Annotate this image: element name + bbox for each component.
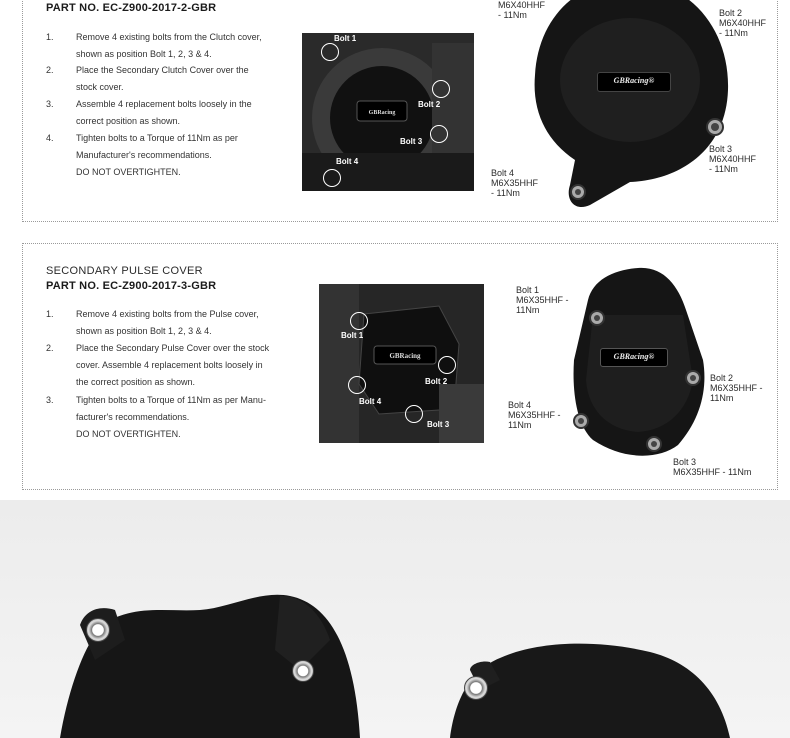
- photo-label-bolt-3: Bolt 3: [400, 137, 423, 146]
- bolt-1-marker: [321, 43, 339, 61]
- step-text: Place the Secondary Pulse Cover over the stock cover. Assemble 4 replacement bolts loosely in the correct position as shown.: [76, 343, 270, 387]
- svg-text:GBRacing: GBRacing: [368, 110, 396, 116]
- photo-label-bolt-1: Bolt 1: [334, 34, 357, 43]
- clutch-cover-render: [530, 0, 730, 212]
- pulse-callout-bolt-4: Bolt 4 M6X35HHF - 11Nm: [508, 400, 561, 430]
- step-number: 3.: [46, 395, 54, 405]
- pulse-callout-bolt-1: Bolt 1 M6X35HHF - 11Nm: [516, 285, 569, 315]
- photo-label-bolt-4: Bolt 4: [336, 157, 359, 166]
- pulse-callout-bolt-3: Bolt 3 M6X35HHF - 11Nm: [673, 457, 752, 477]
- pulse-engine-photo: [319, 284, 484, 443]
- clutch-step-4: [46, 130, 306, 182]
- pulse-callout-bolt-2: Bolt 2 M6X35HHF - 11Nm: [710, 373, 763, 403]
- pulse-step-2: [46, 340, 306, 392]
- pulse-section-title: SECONDARY PULSE COVER: [46, 265, 203, 277]
- pulse-part-number: PART NO. EC-Z900-2017-3-GBR: [46, 280, 217, 292]
- clutch-callout-bolt-1: M6X40HHF - 11Nm: [498, 0, 546, 20]
- step-text: Assemble 4 replacement bolts loosely in the correct position as shown.: [76, 99, 252, 126]
- bolt-2-marker: [432, 80, 450, 98]
- gbracing-logo: GBRacing®: [613, 352, 655, 361]
- photo-label-bolt-3: Bolt 3: [427, 420, 450, 429]
- step-number: 1.: [46, 32, 54, 42]
- bolt-3-marker: [430, 125, 448, 143]
- bolt-icon: [86, 618, 110, 642]
- clutch-cover-logo-plate: [597, 72, 671, 92]
- clutch-part-number: PART NO. EC-Z900-2017-2-GBR: [46, 2, 217, 14]
- clutch-callout-bolt-3: Bolt 3 M6X40HHF - 11Nm: [709, 144, 757, 174]
- clutch-callout-bolt-2: Bolt 2 M6X40HHF - 11Nm: [719, 8, 767, 38]
- pulse-step-3: [46, 392, 306, 444]
- clutch-step-2: [46, 62, 306, 96]
- photo-label-bolt-4: Bolt 4: [359, 397, 382, 406]
- bolt-4-marker: [323, 169, 341, 187]
- bolt-icon: [464, 676, 488, 700]
- step-number: 1.: [46, 309, 54, 319]
- step-number: 3.: [46, 99, 54, 109]
- bolt-4-marker: [348, 376, 366, 394]
- clutch-engine-photo: [302, 33, 474, 191]
- step-number: 2.: [46, 65, 54, 75]
- clutch-step-1: [46, 29, 306, 63]
- step-text: Place the Secondary Clutch Cover over the stock cover.: [76, 65, 249, 92]
- bolt-3-marker: [405, 405, 423, 423]
- clutch-step-3: [46, 96, 306, 130]
- svg-text:GBRacing: GBRacing: [389, 352, 421, 360]
- step-number: 2.: [46, 343, 54, 353]
- photo-label-bolt-1: Bolt 1: [341, 331, 364, 340]
- step-number: 4.: [46, 133, 54, 143]
- pulse-step-1: [46, 306, 306, 340]
- photo-label-bolt-2: Bolt 2: [425, 377, 448, 386]
- engine-photo-graphic: [319, 284, 484, 443]
- gbracing-logo: GBRacing®: [613, 76, 655, 85]
- step-text: Tighten bolts to a Torque of 11Nm as per Manufacturer's recommendations. DO NOT OVERTIGHTEN.: [76, 133, 238, 177]
- photo-label-bolt-2: Bolt 2: [418, 100, 441, 109]
- pulse-cover-logo-plate: [600, 348, 668, 367]
- step-text: Remove 4 existing bolts from the Clutch cover, shown as position Bolt 1, 2, 3 & 4.: [76, 32, 262, 59]
- step-text: Tighten bolts to a Torque of 11Nm as per Manu- facturer's recommendations. DO NOT OVERTIGHTEN.: [76, 395, 266, 439]
- bolt-1-marker: [350, 312, 368, 330]
- step-text: Remove 4 existing bolts from the Pulse cover, shown as position Bolt 1, 2, 3 & 4.: [76, 309, 259, 336]
- product-covers-photo: [0, 500, 790, 738]
- bolt-2-marker: [438, 356, 456, 374]
- clutch-callout-bolt-4: Bolt 4 M6X35HHF - 11Nm: [491, 168, 539, 198]
- bolt-icon: [292, 660, 314, 682]
